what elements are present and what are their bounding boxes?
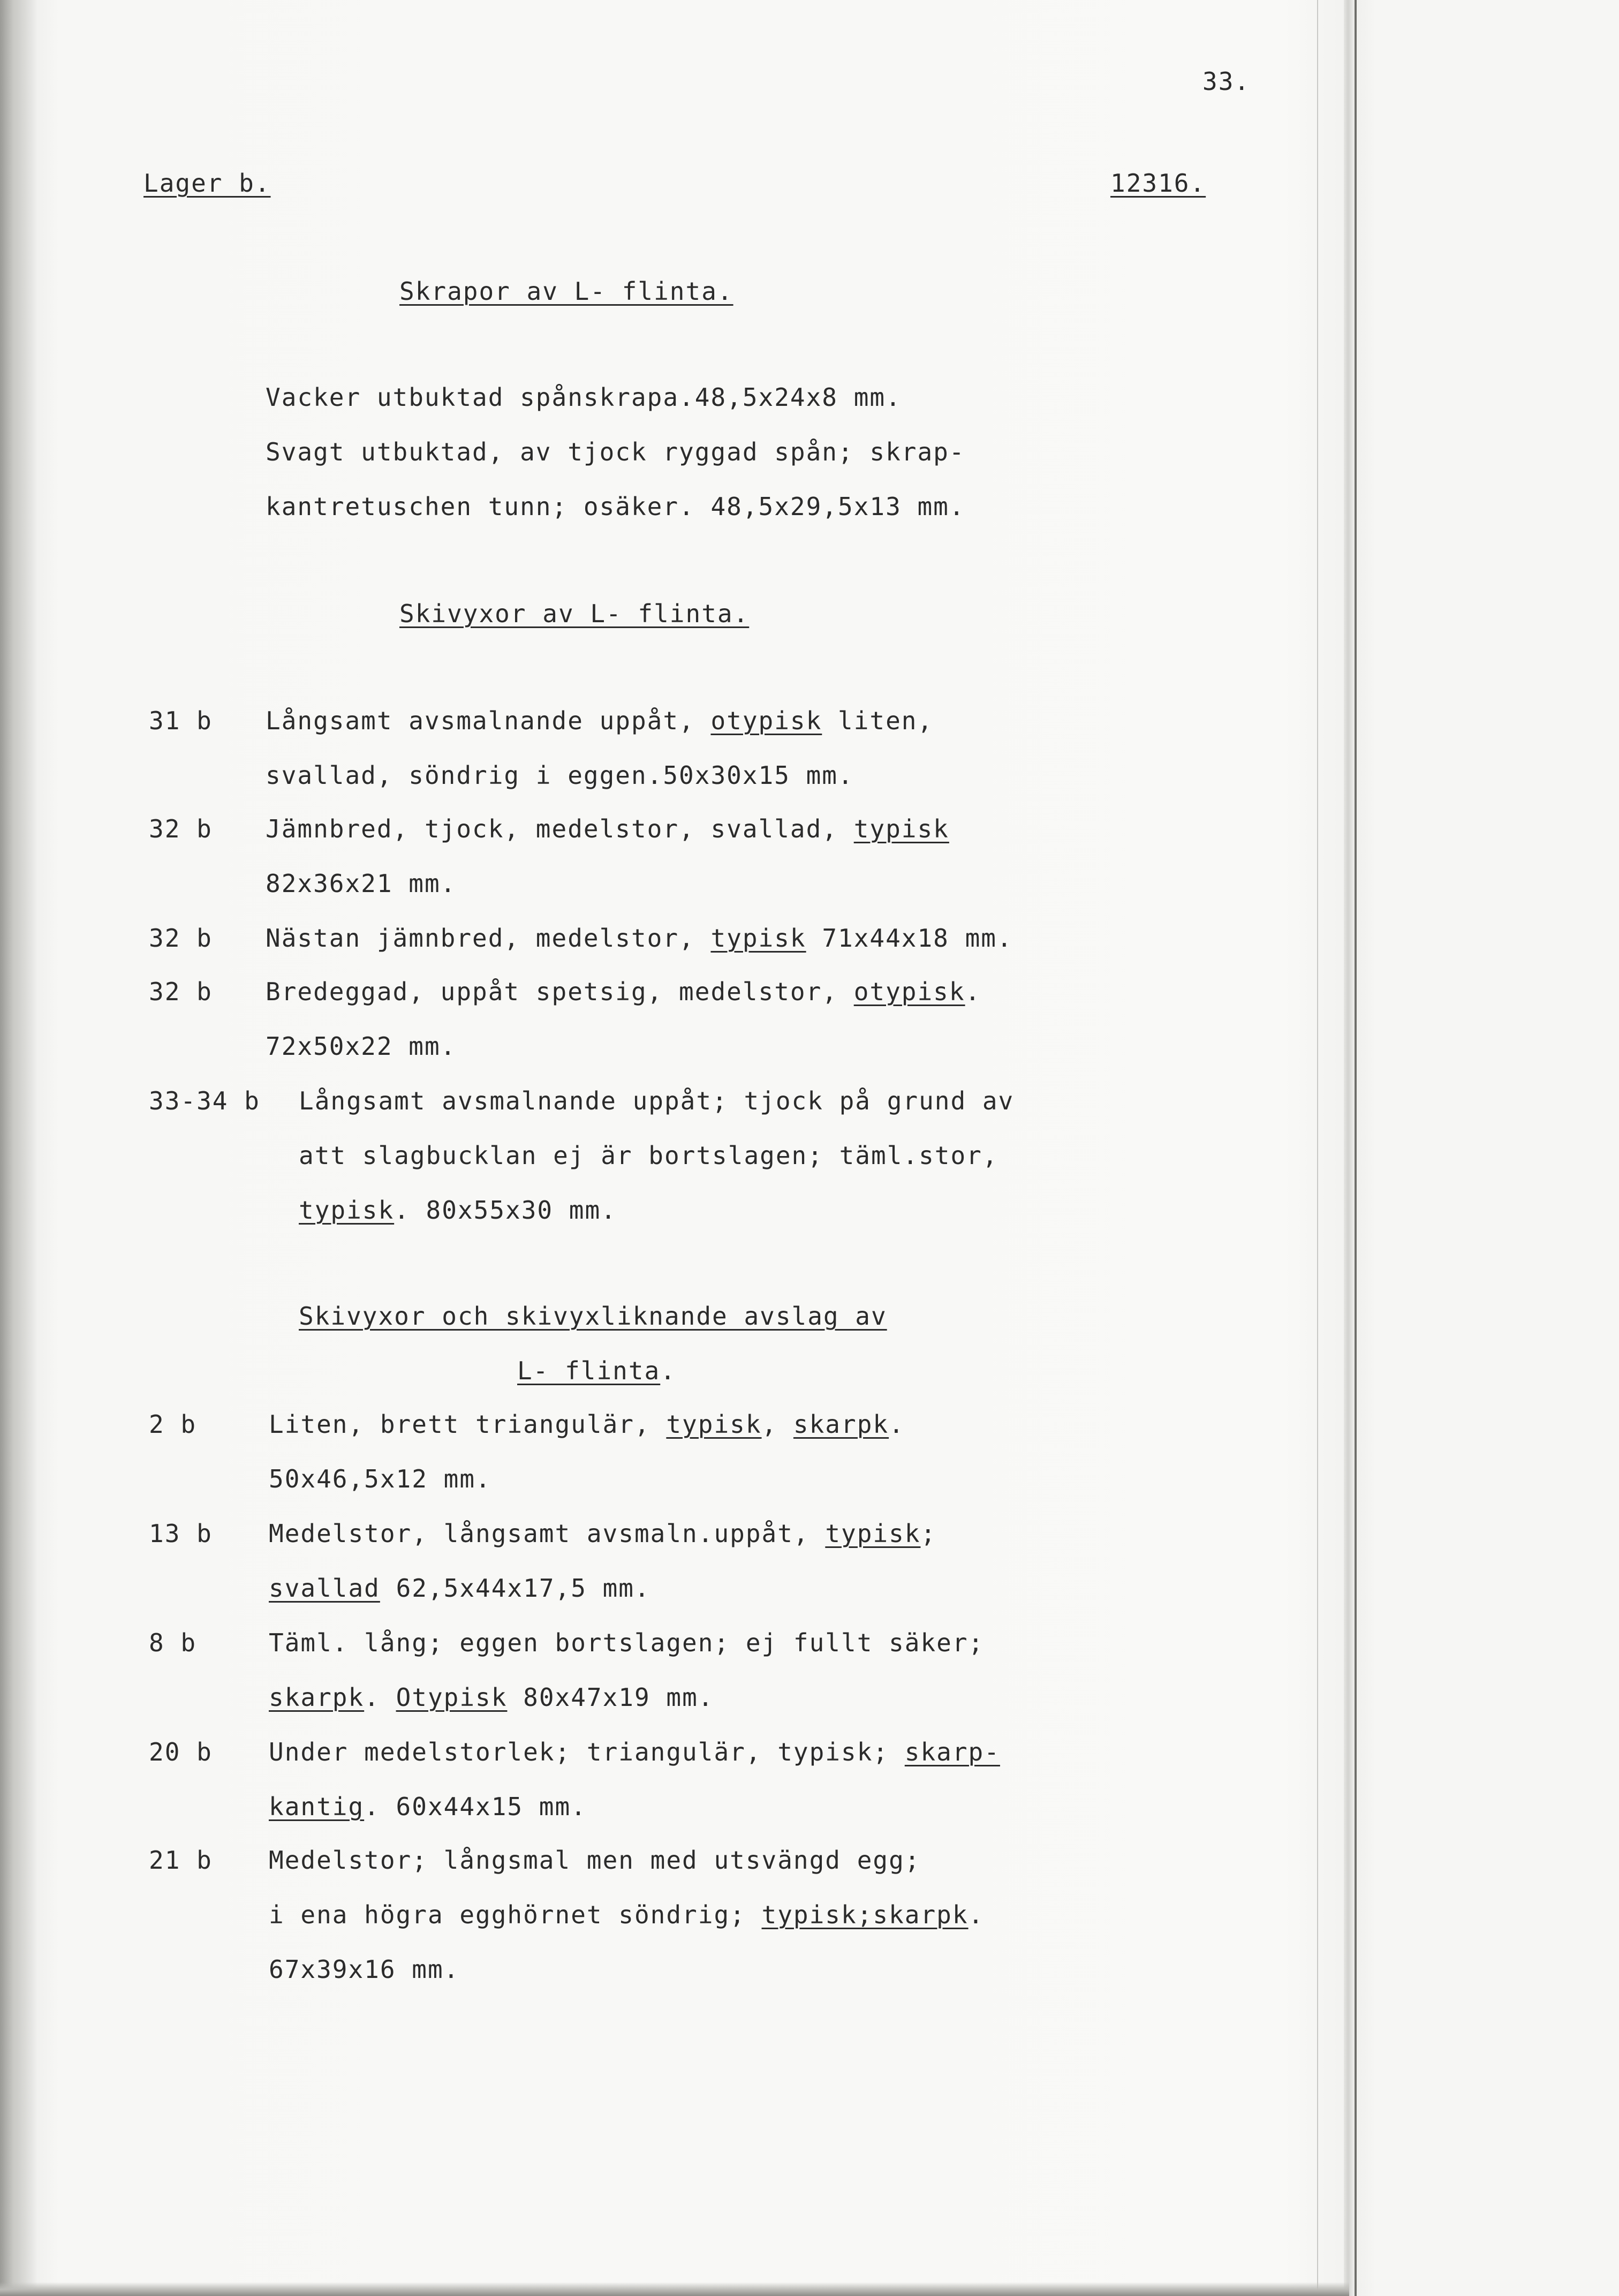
underlined-term: kantig	[269, 1792, 365, 1821]
underlined-term: skarpk	[793, 1410, 889, 1439]
entry-id: 32 b	[149, 977, 213, 1006]
underlined-term: skarp-	[904, 1738, 1000, 1766]
entry-line: Medelstor; långsmal men med utsvängd egg;	[269, 1846, 921, 1875]
entry-line: Långsamt avsmalnande uppåt; tjock på grund av	[299, 1086, 1015, 1115]
header-catalog-number: 12316.	[1110, 169, 1206, 198]
entry-line: kantig. 60x44x15 mm.	[269, 1792, 587, 1821]
underlined-term: skarpk	[269, 1683, 365, 1712]
entry-line: Täml. lång; eggen bortslagen; ej fullt säker;	[269, 1628, 985, 1657]
page-number: 33.	[1202, 67, 1251, 96]
underlined-term: otypisk	[853, 977, 965, 1006]
entry-line: skarpk. Otypisk 80x47x19 mm.	[269, 1683, 714, 1712]
entry-line: att slagbucklan ej är bortslagen; täml.stor,	[299, 1141, 998, 1170]
entry-line: Under medelstorlek; triangulär, typisk; skarp-	[269, 1738, 1000, 1766]
text-line: kantretuschen tunn; osäker. 48,5x29,5x13 mm.	[266, 492, 965, 521]
underlined-term: typisk	[299, 1196, 395, 1225]
entry-line: i ena högra egghörnet söndrig; typisk;skarpk.	[269, 1900, 985, 1929]
entry-id: 20 b	[149, 1738, 213, 1766]
section-heading-skrapor: Skrapor av L- flinta.	[399, 277, 733, 306]
section-heading-skivyxor: Skivyxor av L- flinta.	[399, 599, 750, 628]
entry-line: 82x36x21 mm.	[266, 869, 457, 898]
entry-line: 72x50x22 mm.	[266, 1032, 457, 1061]
underlined-term: typisk	[853, 814, 949, 843]
header-layer: Lager b.	[143, 169, 271, 198]
entry-id: 33-34 b	[149, 1086, 260, 1115]
entry-line: 67x39x16 mm.	[269, 1955, 460, 1984]
binding-shadow	[0, 0, 37, 2296]
entry-line: 50x46,5x12 mm.	[269, 1464, 491, 1493]
entry-id: 31 b	[149, 706, 213, 735]
section-heading-skivyxor-avslag-line2: L- flinta.	[517, 1356, 676, 1385]
underlined-term: typisk	[666, 1410, 762, 1439]
entry-line: Jämnbred, tjock, medelstor, svallad, typisk	[266, 814, 949, 843]
page-fold-line	[1317, 0, 1318, 2296]
entry-line: Nästan jämnbred, medelstor, typisk 71x44x18 mm.	[266, 924, 1013, 953]
entry-id: 21 b	[149, 1846, 213, 1875]
entry-line: svallad 62,5x44x17,5 mm.	[269, 1574, 650, 1603]
underlined-term: typisk	[710, 924, 806, 953]
underlined-term: svallad	[269, 1574, 380, 1603]
entry-id: 8 b	[149, 1628, 197, 1657]
underlined-term: otypisk	[710, 706, 822, 735]
text-line: Vacker utbuktad spånskrapa.48,5x24x8 mm.	[266, 383, 902, 412]
section-heading-skivyxor-avslag: Skivyxor och skivyxliknande avslag av	[299, 1302, 887, 1331]
underlined-term: typisk;skarpk	[761, 1900, 969, 1929]
entry-line: Medelstor, långsamt avsmaln.uppåt, typisk;	[269, 1519, 937, 1548]
entry-line: Liten, brett triangulär, typisk, skarpk.	[269, 1410, 905, 1439]
underlined-term: Otypisk	[396, 1683, 508, 1712]
entry-line: typisk. 80x55x30 mm.	[299, 1196, 617, 1225]
underlined-term: typisk	[825, 1519, 921, 1548]
entry-id: 13 b	[149, 1519, 213, 1548]
adjacent-page-edge	[1344, 0, 1619, 2296]
entry-line: svallad, söndrig i eggen.50x30x15 mm.	[266, 761, 854, 790]
bottom-edge-shadow	[0, 2282, 1349, 2296]
text-line: Svagt utbuktad, av tjock ryggad spån; skrap-	[266, 437, 965, 466]
entry-line: Långsamt avsmalnande uppåt, otypisk liten,	[266, 706, 934, 735]
entry-id: 32 b	[149, 924, 213, 953]
entry-line: Bredeggad, uppåt spetsig, medelstor, otypisk.	[266, 977, 981, 1006]
entry-id: 32 b	[149, 814, 213, 843]
page-edge-line	[1355, 0, 1357, 2296]
entry-id: 2 b	[149, 1410, 197, 1439]
